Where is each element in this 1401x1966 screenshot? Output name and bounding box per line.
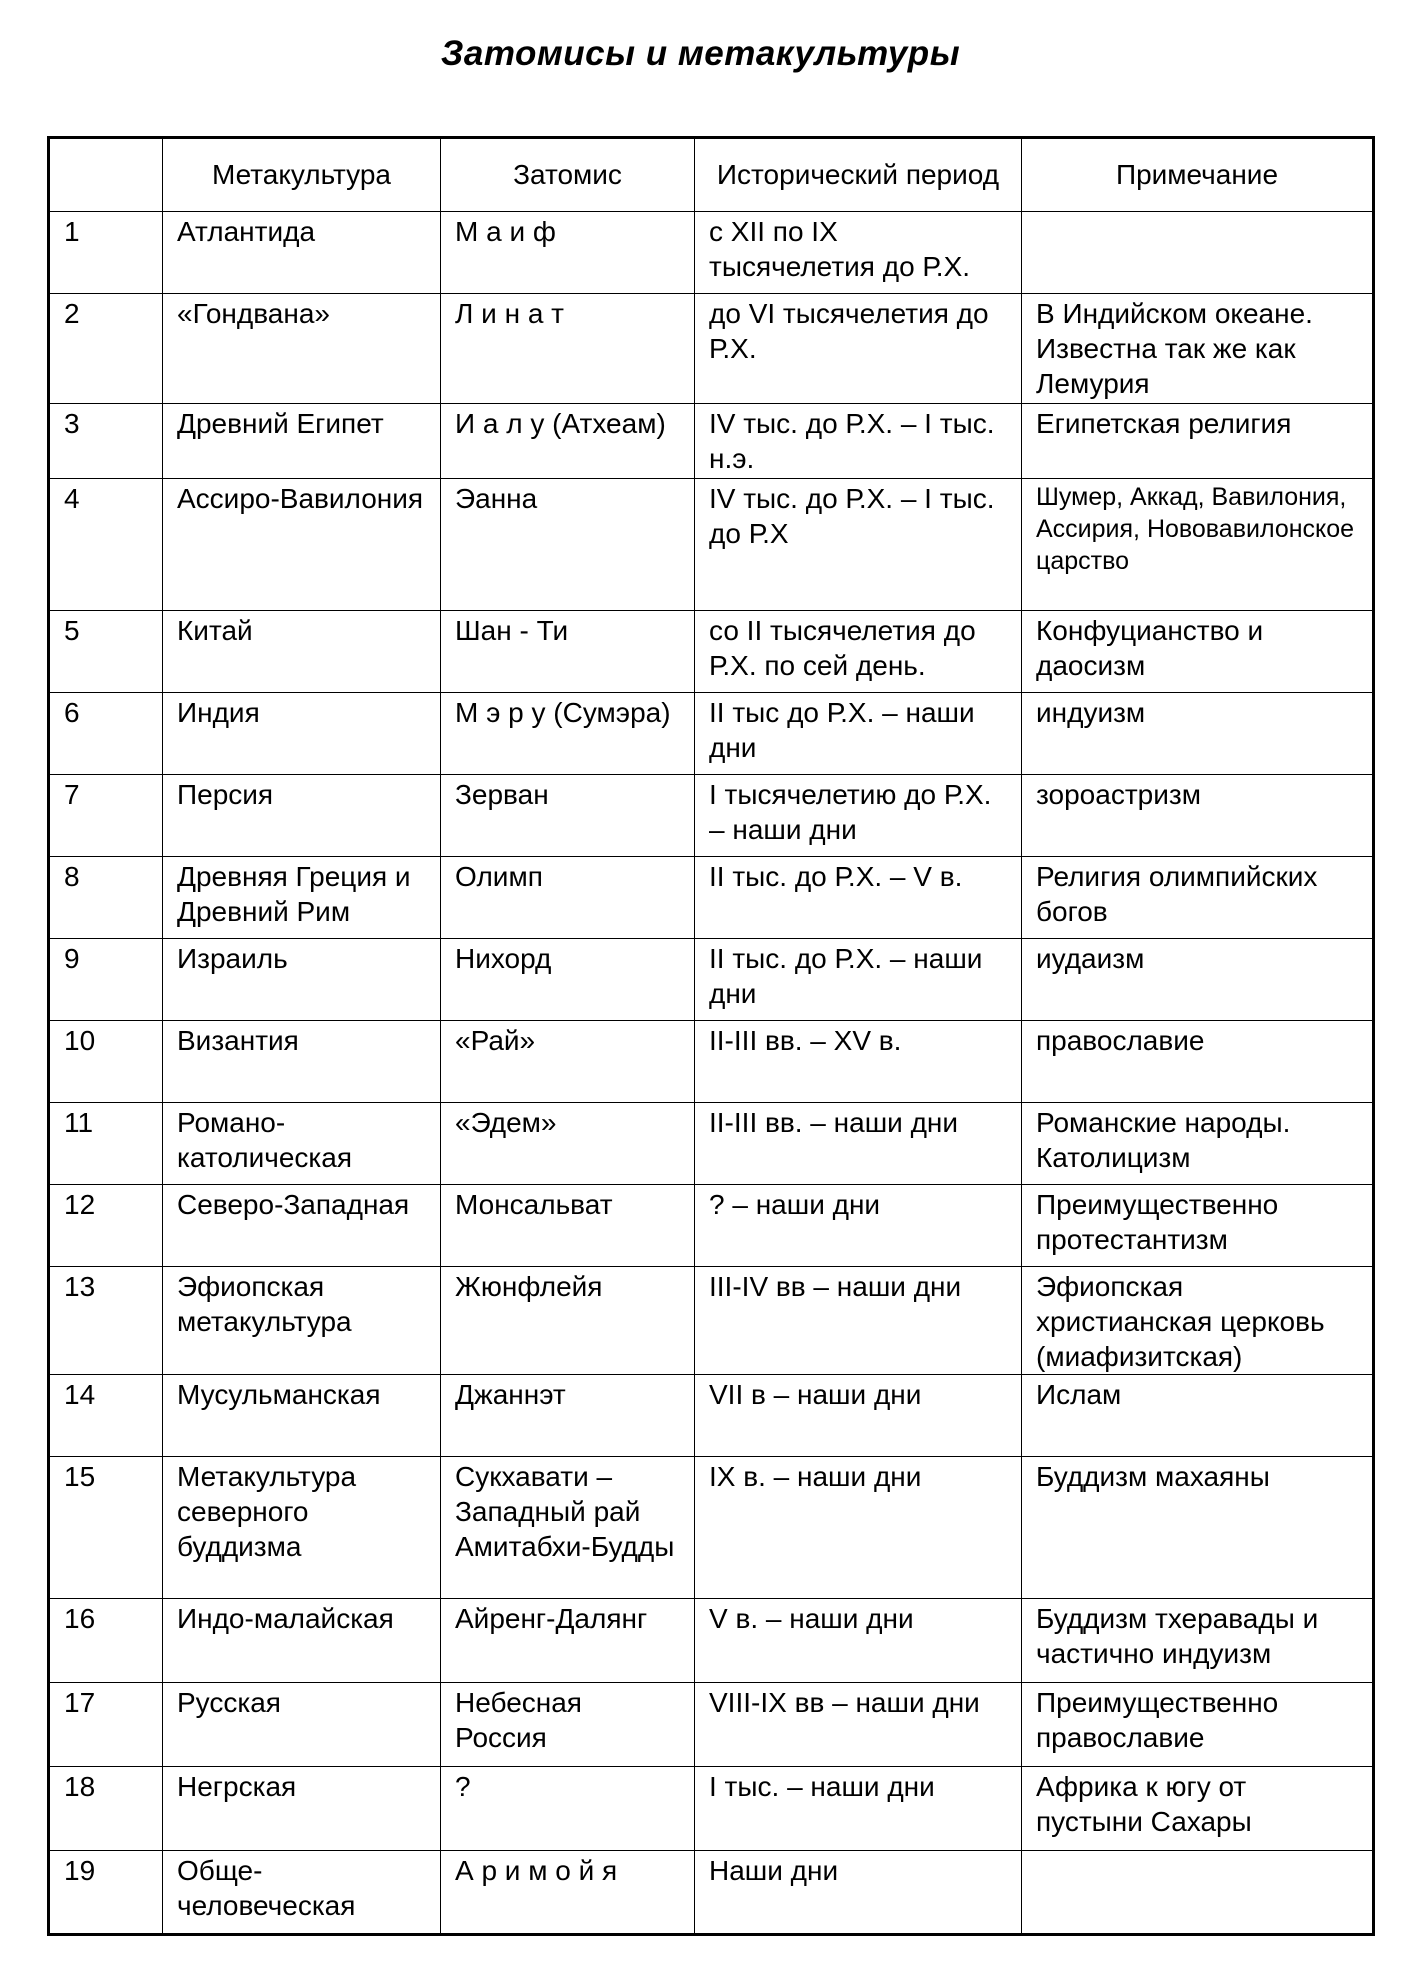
table-header-row: [49, 138, 1374, 212]
cell-period: II тыс. до Р.Х. – V в.: [695, 857, 1022, 939]
table-row: [49, 404, 1374, 479]
cell-note: Буддизм махаяны: [1022, 1457, 1374, 1599]
cell-note: Африка к югу от пустыни Сахары: [1022, 1767, 1374, 1851]
table-row: [49, 1185, 1374, 1267]
cell-zatomis: М а и ф: [441, 212, 695, 294]
cell-num: 8: [49, 857, 163, 939]
cell-note: православие: [1022, 1021, 1374, 1103]
cell-note: Ислам: [1022, 1375, 1374, 1457]
cell-zatomis: И а л у (Атхеам): [441, 404, 695, 479]
cell-period: Наши дни: [695, 1851, 1022, 1935]
cell-period: IV тыс. до Р.Х. – I тыс. н.э.: [695, 404, 1022, 479]
cell-zatomis: Жюнфлейя: [441, 1267, 695, 1375]
cell-zatomis: Небесная Россия: [441, 1683, 695, 1767]
table-row: [49, 1767, 1374, 1851]
cell-period: II-III вв. – XV в.: [695, 1021, 1022, 1103]
cell-zatomis: Айренг-Далянг: [441, 1599, 695, 1683]
cell-zatomis: Сукхавати – Западный рай Амитабхи-Будды: [441, 1457, 695, 1599]
cell-num: 9: [49, 939, 163, 1021]
cell-period: IV тыс. до Р.Х. – I тыс. до Р.Х: [695, 479, 1022, 611]
cell-note: зороастризм: [1022, 775, 1374, 857]
cell-zatomis: «Эдем»: [441, 1103, 695, 1185]
cell-zatomis: ?: [441, 1767, 695, 1851]
table-row: [49, 939, 1374, 1021]
cell-note: Египетская религия: [1022, 404, 1374, 479]
table-row: [49, 1375, 1374, 1457]
cell-num: 1: [49, 212, 163, 294]
cell-note: [1022, 1851, 1374, 1935]
cell-zatomis: Нихорд: [441, 939, 695, 1021]
cell-metaculture: Израиль: [163, 939, 441, 1021]
table-row: [49, 212, 1374, 294]
cell-period: с XII по IX тысячелетия до Р.Х.: [695, 212, 1022, 294]
cell-num: 11: [49, 1103, 163, 1185]
cell-period: III-IV вв – наши дни: [695, 1267, 1022, 1375]
metacultures-table: [47, 136, 1375, 1936]
cell-period: II тыс до Р.Х. – наши дни: [695, 693, 1022, 775]
cell-metaculture: Мусульманская: [163, 1375, 441, 1457]
cell-zatomis: Монсальват: [441, 1185, 695, 1267]
cell-metaculture: Обще-человеческая: [163, 1851, 441, 1935]
cell-note: Романские народы. Католицизм: [1022, 1103, 1374, 1185]
cell-note: иудаизм: [1022, 939, 1374, 1021]
cell-num: 5: [49, 611, 163, 693]
cell-num: 19: [49, 1851, 163, 1935]
cell-num: 15: [49, 1457, 163, 1599]
table-body: [49, 212, 1374, 1935]
cell-metaculture: Китай: [163, 611, 441, 693]
cell-metaculture: Метакультура северного буддизма: [163, 1457, 441, 1599]
table-row: [49, 479, 1374, 611]
cell-zatomis: Олимп: [441, 857, 695, 939]
cell-num: 18: [49, 1767, 163, 1851]
cell-note: Буддизм тхеравады и частично индуизм: [1022, 1599, 1374, 1683]
cell-metaculture: Персия: [163, 775, 441, 857]
cell-metaculture: Северо-Западная: [163, 1185, 441, 1267]
cell-period: I тысячелетию до Р.Х. – наши дни: [695, 775, 1022, 857]
cell-metaculture: Русская: [163, 1683, 441, 1767]
cell-note: Преимущественно православие: [1022, 1683, 1374, 1767]
cell-metaculture: Ассиро-Вавилония: [163, 479, 441, 611]
cell-metaculture: «Гондвана»: [163, 294, 441, 404]
cell-metaculture: Византия: [163, 1021, 441, 1103]
page-title: Затомисы и метакультуры: [440, 34, 961, 73]
table-row: [49, 1021, 1374, 1103]
cell-zatomis: Зерван: [441, 775, 695, 857]
table-row: [49, 693, 1374, 775]
cell-zatomis: Джаннэт: [441, 1375, 695, 1457]
table-row: [49, 1267, 1374, 1375]
table-row: [49, 1457, 1374, 1599]
cell-metaculture: Древняя Греция и Древний Рим: [163, 857, 441, 939]
cell-metaculture: Индия: [163, 693, 441, 775]
cell-metaculture: Древний Египет: [163, 404, 441, 479]
cell-num: 10: [49, 1021, 163, 1103]
cell-zatomis: Эанна: [441, 479, 695, 611]
cell-note: индуизм: [1022, 693, 1374, 775]
cell-note: Конфуцианство и даосизм: [1022, 611, 1374, 693]
cell-note: Религия олимпийских богов: [1022, 857, 1374, 939]
cell-metaculture: Эфиопская метакультура: [163, 1267, 441, 1375]
cell-period: II тыс. до Р.Х. – наши дни: [695, 939, 1022, 1021]
cell-num: 3: [49, 404, 163, 479]
cell-metaculture: Индо-малайская: [163, 1599, 441, 1683]
cell-num: 16: [49, 1599, 163, 1683]
table-row: [49, 1683, 1374, 1767]
header-zatomis: Затомис: [441, 138, 695, 212]
table-row: [49, 857, 1374, 939]
cell-num: 7: [49, 775, 163, 857]
cell-period: IX в. – наши дни: [695, 1457, 1022, 1599]
cell-period: VII в – наши дни: [695, 1375, 1022, 1457]
cell-num: 12: [49, 1185, 163, 1267]
table-row: [49, 611, 1374, 693]
cell-metaculture: Атлантида: [163, 212, 441, 294]
cell-metaculture: Романо-католическая: [163, 1103, 441, 1185]
header-num: [49, 138, 163, 212]
cell-period: до VI тысячелетия до Р.Х.: [695, 294, 1022, 404]
cell-period: II-III вв. – наши дни: [695, 1103, 1022, 1185]
cell-period: V в. – наши дни: [695, 1599, 1022, 1683]
table-row: [49, 294, 1374, 404]
cell-period: I тыс. – наши дни: [695, 1767, 1022, 1851]
header-period: Исторический период: [695, 138, 1022, 212]
cell-note: Шумер, Аккад, Вавилония, Ассирия, Нововавилонское царство: [1022, 479, 1374, 611]
cell-num: 2: [49, 294, 163, 404]
header-metaculture: Метакультура: [163, 138, 441, 212]
table-row: [49, 1599, 1374, 1683]
cell-num: 6: [49, 693, 163, 775]
cell-period: VIII-IX вв – наши дни: [695, 1683, 1022, 1767]
cell-num: 4: [49, 479, 163, 611]
table-row: [49, 1103, 1374, 1185]
cell-num: 17: [49, 1683, 163, 1767]
table-row: [49, 775, 1374, 857]
cell-metaculture: Негрская: [163, 1767, 441, 1851]
header-note: Примечание: [1022, 138, 1374, 212]
cell-period: ? – наши дни: [695, 1185, 1022, 1267]
cell-zatomis: М э р у (Сумэра): [441, 693, 695, 775]
cell-note: Эфиопская христианская церковь (миафизитская): [1022, 1267, 1374, 1375]
cell-num: 14: [49, 1375, 163, 1457]
cell-num: 13: [49, 1267, 163, 1375]
cell-zatomis: Л и н а т: [441, 294, 695, 404]
table-row: [49, 1851, 1374, 1935]
cell-period: со II тысячелетия до Р.Х. по сей день.: [695, 611, 1022, 693]
cell-note: В Индийском океане. Известна так же как Лемурия: [1022, 294, 1374, 404]
cell-zatomis: «Рай»: [441, 1021, 695, 1103]
cell-zatomis: Шан - Ти: [441, 611, 695, 693]
cell-zatomis: А р и м о й я: [441, 1851, 695, 1935]
cell-note: [1022, 212, 1374, 294]
cell-note: Преимущественно протестантизм: [1022, 1185, 1374, 1267]
